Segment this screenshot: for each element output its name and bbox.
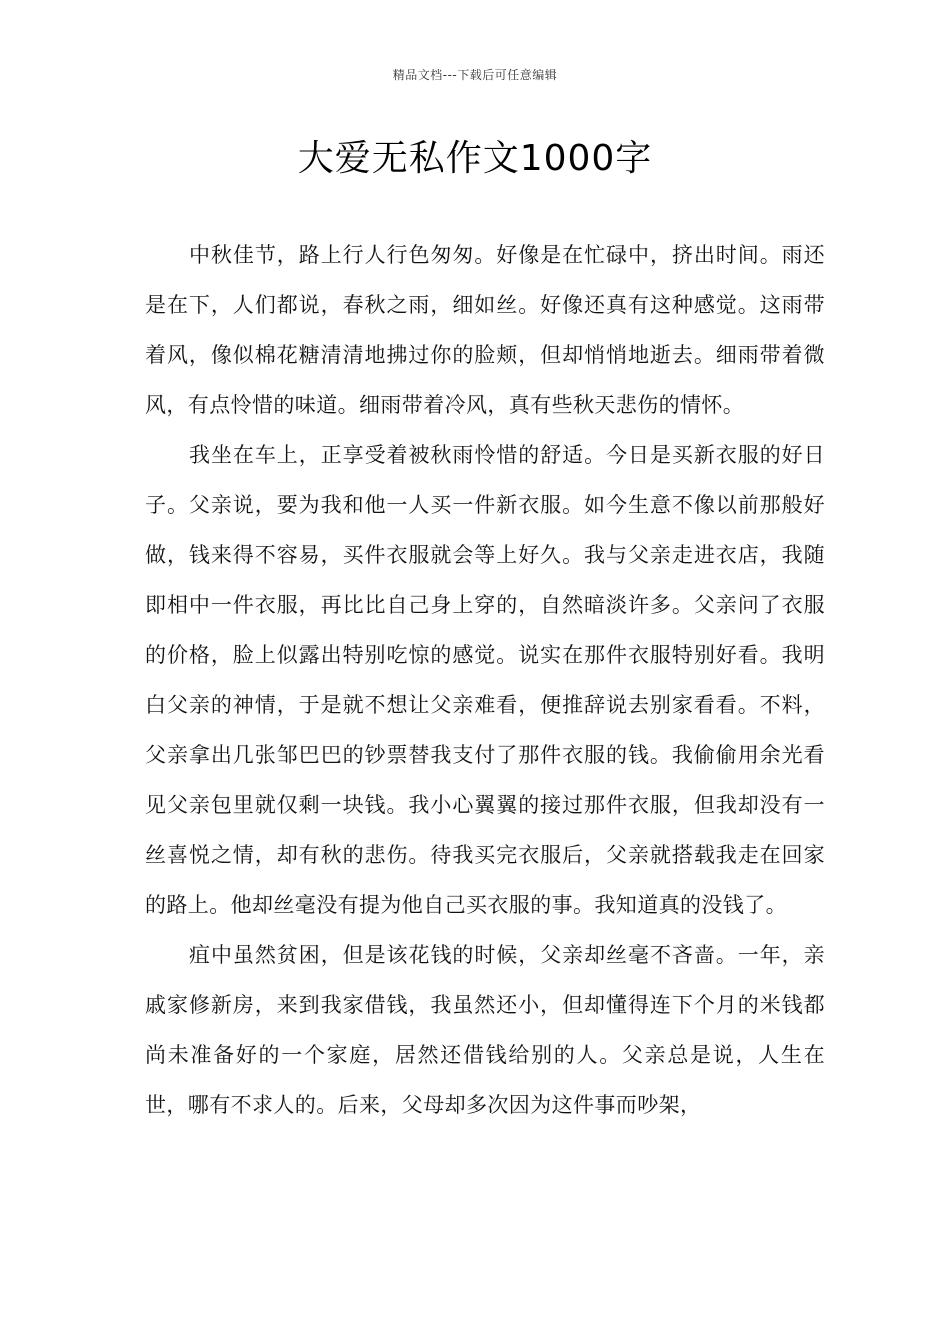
document-title: 大爱无私作文1000字	[297, 138, 653, 179]
paragraph: 中秋佳节，路上行人行色匆匆。好像是在忙碌中，挤出时间。雨还是在下，人们都说，春秋之雨，细如丝。好像还真有这种感觉。这雨带着风，像似棉花糖清清地拂过你的脸颊，但却悄悄地逝去。细雨带着微风，有点怜惜的味道。细雨带着冷风，真有些秋天悲伤的情怀。	[145, 243, 825, 417]
paragraph: 疽中虽然贫困，但是该花钱的时候，父亲却丝毫不吝啬。一年，亲戚家修新房，来到我家借钱，我虽然还小，但却懂得连下个月的米钱都尚未准备好的一个家庭，居然还借钱给别的人。父亲总是说，人生在世，哪有不求人的。后来，父母却多次因为这件事而吵架，	[145, 943, 825, 1117]
paragraph: 我坐在车上，正享受着被秋雨怜惜的舒适。今日是买新衣服的好日子。父亲说，要为我和他一人买一件新衣服。如今生意不像以前那般好做，钱来得不容易，买件衣服就会等上好久。我与父亲走进衣店，我随即相中一件衣服，再比比自己身上穿的，自然暗淡许多。父亲问了衣服的价格，脸上似露出特别吃惊的感觉。说实在那件衣服特别好看。我明白父亲的神情，于是就不想让父亲难看，便推辞说去别家看看。不料，父亲拿出几张邹巴巴的钞票替我支付了那件衣服的钱。我偷偷用余光看见父亲包里就仅剩一块钱。我小心翼翼的接过那件衣服，但我却没有一丝喜悦之情，却有秋的悲伤。待我买完衣服后，父亲就搭载我走在回家的路上。他却丝毫没有提为他自己买衣服的事。我知道真的没钱了。	[145, 443, 825, 917]
document-body	[145, 230, 825, 1130]
header-note: 精品文档---下载后可任意编辑	[392, 68, 558, 82]
